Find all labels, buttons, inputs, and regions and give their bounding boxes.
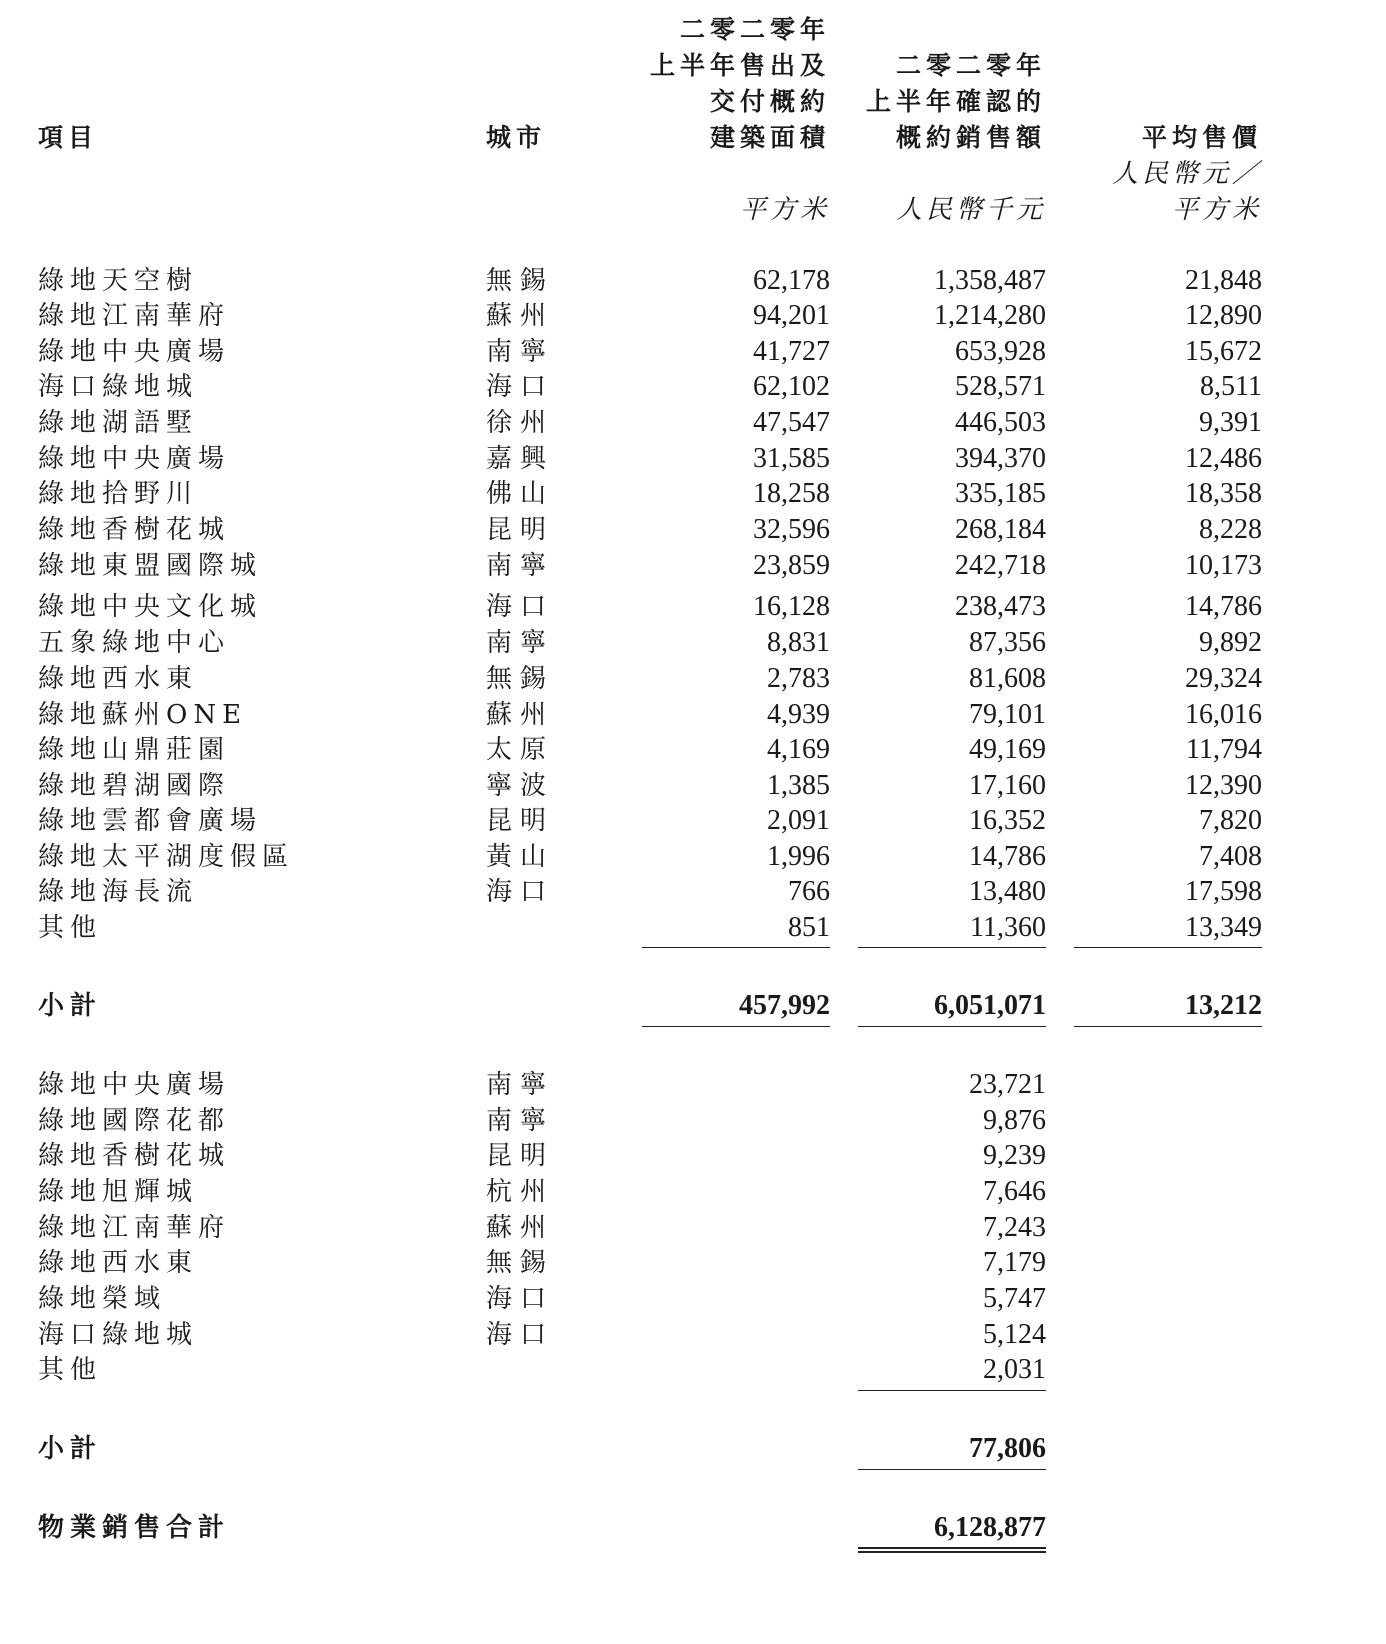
sales-value: 5,124 [983,1319,1046,1350]
table-row [0,697,1322,733]
project-name: 綠地東盟國際城 [38,551,263,581]
project-name: 綠地榮域 [38,1284,167,1314]
subtotal-2-sales: 77,806 [969,1433,1046,1464]
project-name: 綠地旭輝城 [38,1177,199,1207]
rule-sub1-col3 [1074,1026,1262,1027]
table-row [0,625,1322,661]
unit-col3-line1: 人民幣元／ [1111,159,1262,189]
header-col2-line1: 二零二零年 [895,51,1046,80]
table-row [0,1103,1322,1139]
sales-value: 79,101 [969,699,1046,730]
avg-price-value: 13,349 [1185,912,1262,943]
rule-s2-col2 [858,1390,1046,1391]
sales-value: 5,747 [983,1283,1046,1314]
gfa-value: 2,091 [767,805,830,836]
avg-price-value: 7,408 [1199,841,1262,872]
city-name: 昆明 [486,1141,555,1171]
table-row [0,1210,1322,1246]
rule-sub1-col2 [858,1026,1046,1027]
rule-s1-col1 [642,947,830,948]
unit-col2: 人民幣千元 [895,195,1046,225]
subtotal-1-area: 457,992 [739,990,830,1021]
subtotal-1-avg: 13,212 [1185,990,1262,1021]
gfa-value: 4,939 [767,699,830,730]
gfa-value: 41,727 [753,336,830,367]
project-name: 綠地江南華府 [38,1213,231,1243]
gfa-value: 31,585 [753,443,830,474]
city-name: 佛山 [486,479,555,509]
project-name: 綠地太平湖度假區 [38,842,295,872]
subtotal-label-2: 小計 [38,1434,103,1464]
sales-value: 653,928 [955,336,1046,367]
table-row [0,589,1322,625]
city-name: 海口 [486,372,555,402]
project-name: 綠地國際花都 [38,1106,231,1136]
sales-value: 446,503 [955,407,1046,438]
avg-price-value: 14,786 [1185,591,1262,622]
project-name: 綠地湖語墅 [38,408,199,438]
project-name: 綠地西水東 [38,1248,199,1278]
sales-value: 268,184 [955,514,1046,545]
sales-value: 1,214,280 [934,300,1046,331]
sales-value: 16,352 [969,805,1046,836]
gfa-value: 1,996 [767,841,830,872]
table-row [0,661,1322,697]
project-name: 其他 [38,913,103,943]
sales-value: 7,179 [983,1247,1046,1278]
avg-price-value: 10,173 [1185,550,1262,581]
gfa-value: 766 [788,876,830,907]
header-col1-line2: 上半年售出及 [649,51,830,80]
header-city: 城市 [486,123,547,152]
city-name: 海口 [486,1320,555,1350]
avg-price-value: 11,794 [1186,734,1262,765]
table-row [0,512,1322,548]
project-name: 綠地中央文化城 [38,592,263,622]
city-name: 無錫 [486,266,555,296]
subtotal-row-1 [0,988,1322,1024]
header-col1-line3: 交付概約 [709,87,830,116]
sales-value: 1,358,487 [934,265,1046,296]
total-label: 物業銷售合計 [38,1513,231,1543]
gfa-value: 4,169 [767,734,830,765]
sales-value: 394,370 [955,443,1046,474]
city-name: 海口 [486,1284,555,1314]
table-row [0,405,1322,441]
table-row [0,298,1322,334]
table-row [0,839,1322,875]
city-name: 南寧 [486,337,555,367]
city-name: 蘇州 [486,1213,555,1243]
project-name: 綠地江南華府 [38,301,231,331]
table-row [0,1317,1322,1353]
gfa-value: 47,547 [753,407,830,438]
gfa-value: 62,178 [753,265,830,296]
gfa-value: 16,128 [753,591,830,622]
project-name: 綠地香樹花城 [38,1141,231,1171]
table-row [0,369,1322,405]
table-row [0,334,1322,370]
table-row [0,441,1322,477]
sales-value: 2,031 [983,1354,1046,1385]
sales-value: 528,571 [955,371,1046,402]
city-name: 昆明 [486,806,555,836]
city-name: 海口 [486,592,555,622]
rule-total-double [858,1547,1046,1553]
header-col2-line2: 上半年確認的 [865,87,1046,116]
city-name: 黃山 [486,842,555,872]
avg-price-value: 17,598 [1185,876,1262,907]
city-name: 海口 [486,877,555,907]
sales-value: 242,718 [955,550,1046,581]
city-name: 無錫 [486,1248,555,1278]
project-name: 五象綠地中心 [38,628,231,658]
rule-s1-col3 [1074,947,1262,948]
city-name: 南寧 [486,1070,555,1100]
page-margin [1322,0,1386,1644]
project-name: 綠地中央廣場 [38,1070,231,1100]
avg-price-value: 9,391 [1199,407,1262,438]
project-name: 綠地雲都會廣場 [38,806,263,836]
project-name: 海口綠地城 [38,372,199,402]
subtotal-1-sales: 6,051,071 [934,990,1046,1021]
avg-price-value: 21,848 [1185,265,1262,296]
gfa-value: 32,596 [753,514,830,545]
sales-value: 81,608 [969,663,1046,694]
city-name: 蘇州 [486,301,555,331]
header-col1-line4: 建築面積 [709,123,830,152]
avg-price-value: 16,016 [1185,699,1262,730]
sales-value: 17,160 [969,770,1046,801]
gfa-value: 94,201 [753,300,830,331]
city-name: 南寧 [486,1106,555,1136]
sales-value: 13,480 [969,876,1046,907]
table-row [0,874,1322,910]
unit-col1: 平方米 [739,195,830,225]
table-row [0,910,1322,946]
sales-value: 9,239 [983,1140,1046,1171]
city-name: 杭州 [486,1177,555,1207]
rule-s1-col2 [858,947,1046,948]
header-col2-line3: 概約銷售額 [895,123,1046,152]
city-name: 太原 [486,735,555,765]
table-row [0,1352,1322,1388]
table-row [0,732,1322,768]
city-name: 無錫 [486,664,555,694]
header-col1-line1: 二零二零年 [679,15,830,44]
avg-price-value: 8,511 [1200,371,1262,402]
table-row [0,803,1322,839]
project-name: 綠地中央廣場 [38,337,231,367]
avg-price-value: 12,390 [1185,770,1262,801]
project-name: 綠地西水東 [38,664,199,694]
table-row [0,1138,1322,1174]
subtotal-row-2 [0,1431,1322,1467]
avg-price-value: 15,672 [1185,336,1262,367]
sales-value: 23,721 [969,1069,1046,1100]
gfa-value: 1,385 [767,770,830,801]
project-name: 綠地碧湖國際 [38,771,231,801]
sales-value: 14,786 [969,841,1046,872]
table-row [0,1067,1322,1103]
project-name: 綠地山鼎莊園 [38,735,231,765]
project-name: 綠地天空樹 [38,266,199,296]
subtotal-label-1: 小計 [38,991,103,1021]
project-name: 綠地蘇州ONE [38,700,248,730]
avg-price-value: 9,892 [1199,627,1262,658]
gfa-value: 2,783 [767,663,830,694]
gfa-value: 851 [788,912,830,943]
gfa-value: 62,102 [753,371,830,402]
sales-value: 87,356 [969,627,1046,658]
header-col3-line1: 平均售價 [1141,123,1262,152]
gfa-value: 8,831 [767,627,830,658]
unit-col3-line2: 平方米 [1171,195,1262,225]
project-name: 綠地中央廣場 [38,444,231,474]
city-name: 寧波 [486,771,555,801]
project-name: 海口綠地城 [38,1320,199,1350]
sales-value: 335,185 [955,478,1046,509]
avg-price-value: 18,358 [1185,478,1262,509]
project-name: 綠地香樹花城 [38,515,231,545]
sales-value: 11,360 [970,912,1046,943]
sales-value: 7,646 [983,1176,1046,1207]
table-row [0,548,1322,584]
avg-price-value: 8,228 [1199,514,1262,545]
project-name: 綠地海長流 [38,877,199,907]
avg-price-value: 29,324 [1185,663,1262,694]
table-row [0,1245,1322,1281]
table-row [0,768,1322,804]
city-name: 蘇州 [486,700,555,730]
table-row [0,1281,1322,1317]
avg-price-value: 12,486 [1185,443,1262,474]
avg-price-value: 7,820 [1199,805,1262,836]
city-name: 嘉興 [486,444,555,474]
city-name: 昆明 [486,515,555,545]
header-project: 項目 [38,123,99,152]
sales-value: 9,876 [983,1105,1046,1136]
city-name: 徐州 [486,408,555,438]
total-row [0,1510,1322,1546]
avg-price-value: 12,890 [1185,300,1262,331]
total-sales: 6,128,877 [934,1512,1046,1543]
sales-value: 7,243 [983,1212,1046,1243]
city-name: 南寧 [486,628,555,658]
table-row [0,263,1322,299]
rule-sub2-col2 [858,1469,1046,1470]
project-name: 其他 [38,1355,103,1385]
gfa-value: 18,258 [753,478,830,509]
table-row [0,1174,1322,1210]
city-name: 南寧 [486,551,555,581]
gfa-value: 23,859 [753,550,830,581]
sales-value: 238,473 [955,591,1046,622]
project-name: 綠地拾野川 [38,479,199,509]
rule-sub1-col1 [642,1026,830,1027]
sales-value: 49,169 [969,734,1046,765]
table-row [0,476,1322,512]
